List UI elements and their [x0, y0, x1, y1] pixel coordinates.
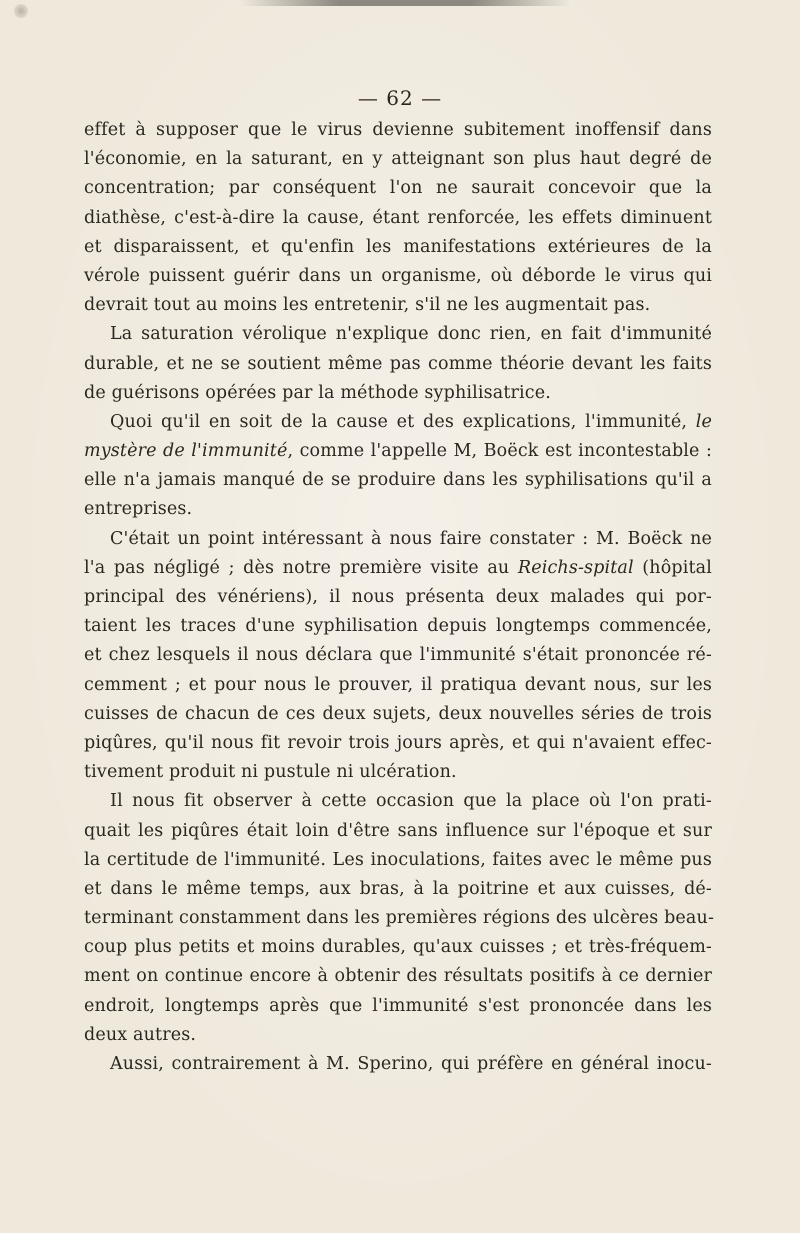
text-line: [84, 145, 712, 174]
italic-text: Reichs-spital: [517, 557, 634, 578]
text-line: [84, 204, 712, 233]
text-segment: taient les traces d'une syphilisation depuis longtemps commencée,: [84, 616, 712, 637]
text-line: [84, 817, 712, 846]
text-line: [84, 320, 712, 349]
text-line: [84, 962, 712, 991]
text-line: [84, 350, 712, 379]
text-segment: entreprises.: [84, 499, 193, 520]
text-segment: de guérisons opérées par la méthode syphilisatrice.: [84, 382, 551, 403]
text-segment: La saturation vérolique n'explique donc rien, en fait d'immunité: [110, 324, 712, 345]
text-line: [84, 495, 712, 524]
text-segment: Il nous fit observer à cette occasion que la place où l'on prati-: [110, 791, 712, 812]
text-segment: effet à supposer que le virus devienne subitement inoffensif dans: [84, 120, 712, 140]
text-line: [84, 904, 715, 933]
text-segment: concentration; par conséquent l'on ne saurait concevoir que la: [84, 178, 712, 199]
text-line: [84, 262, 712, 291]
text-segment: principal des vénériens), il nous présenta deux malades qui por-: [84, 587, 712, 607]
text-segment: deux autres.: [84, 1024, 197, 1045]
scan-corner-mark: [14, 4, 28, 18]
text-segment: terminant constamment dans les premières régions des ulcères beau-: [84, 908, 715, 929]
text-line: [84, 992, 712, 1021]
text-line: [84, 758, 712, 787]
text-segment: l'économie, en la saturant, en y atteignant son plus haut degré de: [84, 149, 712, 170]
text-segment: et disparaissent, et qu'enfin les manifestations extérieures de la: [84, 236, 712, 257]
italic-text: le: [695, 411, 712, 432]
text-segment: endroit, longtemps après que l'immunité s'est prononcée dans les: [84, 995, 712, 1016]
text-segment: cuisses de chacun de ces deux sujets, deux nouvelles séries de trois: [84, 703, 712, 724]
text-line: [84, 174, 712, 203]
text-segment: et chez lesquels il nous déclara que l'immunité s'était prononcée ré-: [84, 645, 712, 666]
text-line: [84, 641, 712, 670]
text-segment: l'a pas négligé ; dès notre première visite au: [84, 557, 518, 578]
page-number: — 62 —: [357, 86, 443, 110]
text-segment: tivement produit ni pustule ni ulcération.: [84, 762, 457, 783]
text-segment: diathèse, c'est-à-dire la cause, étant renforcée, les effets diminuent: [84, 207, 712, 228]
text-line: [84, 408, 712, 437]
text-segment: cemment ; et pour nous le prouver, il pratiqua devant nous, sur les: [84, 674, 712, 695]
text-line: [84, 671, 712, 700]
text-line: [84, 437, 712, 466]
text-segment: Quoi qu'il en soit de la cause et des explications, l'immunité,: [110, 411, 696, 432]
text-line: [84, 1021, 712, 1050]
text-segment: piqûres, qu'il nous fit revoir trois jours après, et qui n'avaient effec-: [84, 732, 712, 753]
text-segment: ment on continue encore à obtenir des résultats positifs à ce dernier: [84, 966, 712, 987]
text-line: [84, 700, 712, 729]
text-line: [84, 612, 712, 641]
body-text: [84, 116, 715, 1079]
text-line: [84, 525, 712, 554]
text-segment: coup plus petits et moins durables, qu'aux cuisses ; et très-fréquem-: [84, 937, 712, 958]
text-segment: (hôpital: [633, 557, 712, 578]
text-line: [84, 933, 712, 962]
text-segment: durable, et ne se soutient même pas comme théorie devant les faits: [84, 353, 712, 374]
text-line: [84, 116, 712, 145]
text-line: [84, 875, 712, 904]
text-segment: et dans le même temps, aux bras, à la poitrine et aux cuisses, dé-: [84, 878, 712, 899]
text-line: [84, 379, 712, 408]
text-line: [84, 1050, 712, 1079]
text-line: [84, 729, 712, 758]
text-segment: vérole puissent guérir dans un organisme, où déborde le virus qui: [84, 265, 712, 286]
text-segment: quait les piqûres était loin d'être sans influence sur l'époque et sur: [84, 820, 712, 841]
text-segment: devrait tout au moins les entretenir, s'il ne les augmentait pas.: [84, 295, 651, 316]
text-segment: elle n'a jamais manqué de se produire dans les syphilisations qu'il a: [84, 470, 712, 491]
text-segment: , comme l'appelle M, Boëck est incontestable :: [287, 441, 712, 462]
text-segment: Aussi, contrairement à M. Sperino, qui préfère en général inocu-: [110, 1054, 712, 1074]
text-line: [84, 846, 712, 875]
italic-text: mystère de l'immunité: [84, 441, 288, 462]
text-line: [84, 583, 712, 612]
text-line: [84, 787, 712, 816]
scan-edge-mark: [240, 0, 570, 6]
text-segment: la certitude de l'immunité. Les inoculations, faites avec le même pus: [84, 849, 712, 870]
text-line: [84, 291, 712, 320]
text-line: [84, 466, 712, 495]
text-line: [84, 554, 712, 583]
text-segment: C'était un point intéressant à nous faire constater : M. Boëck ne: [110, 528, 712, 549]
text-line: [84, 233, 712, 262]
